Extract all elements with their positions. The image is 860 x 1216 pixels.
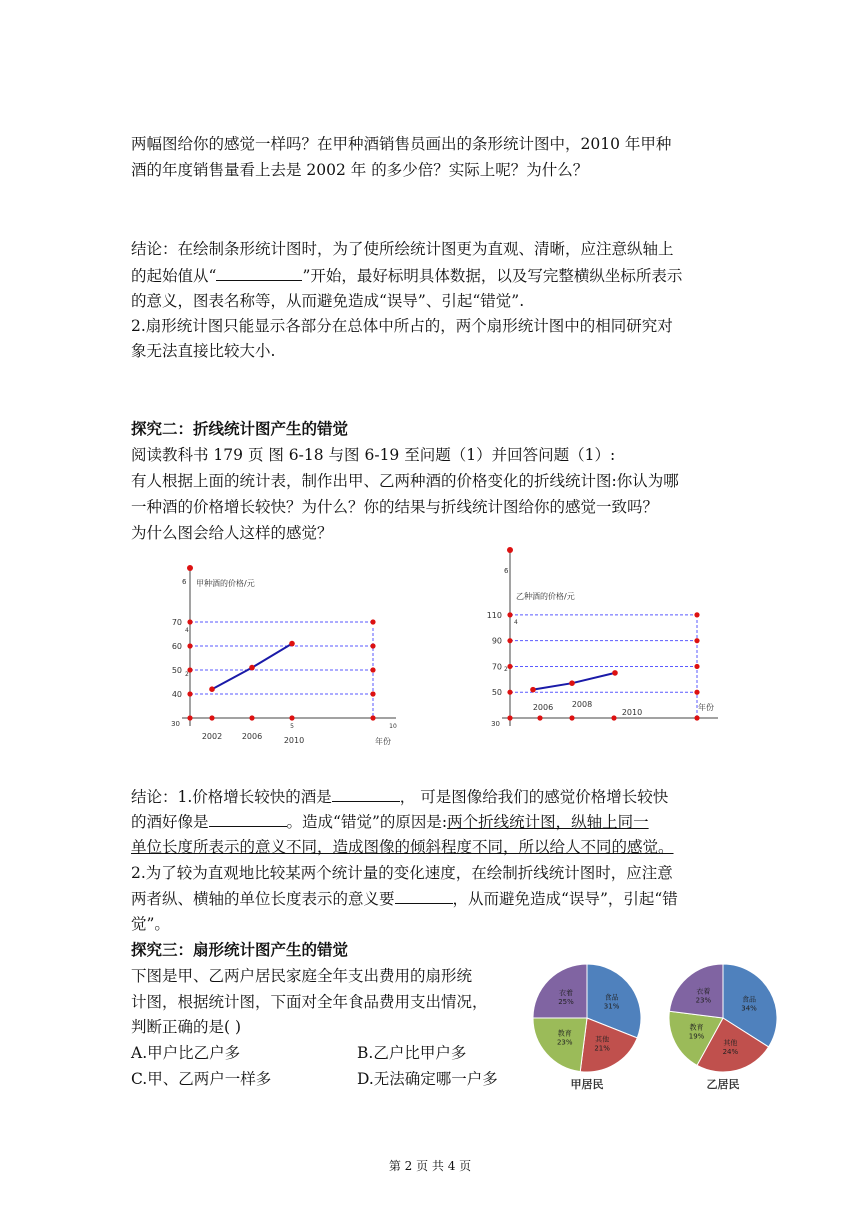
data-point (209, 686, 215, 692)
text-segment: 。造成“错觉”的原因是: (286, 813, 448, 831)
text-segment: 两者纵、横轴的单位长度表示的意义要 (131, 890, 395, 908)
right-tick-dot (694, 638, 699, 643)
x-axis-title: 年份 (698, 703, 714, 712)
data-point (612, 670, 618, 676)
right-tick-dot (694, 690, 699, 695)
y-tick-dot (187, 619, 192, 624)
slice-value: 31% (603, 1002, 620, 1011)
underlined-reason: 两个折线统计图，纵轴上同一 (447, 813, 649, 831)
option-b: B.乙户比甲户多 (357, 1044, 467, 1062)
data-point (249, 665, 255, 671)
x-end-dot (370, 715, 375, 720)
explore2-line-3: 一种酒的价格增长较快？为什么？你的结果与折线统计图给你的感觉一致吗？ (131, 498, 659, 516)
slice-label: 教育 (689, 1023, 704, 1032)
x-tick-label: 2002 (201, 732, 223, 741)
y-tick-label: 70 (491, 662, 502, 672)
explore3-line-2: 计图，根据统计图，下面对全年食品费用支出情况， (131, 993, 488, 1011)
axis-end-dot (507, 547, 513, 553)
pie-title: 乙居民 (706, 1078, 740, 1091)
y-tick-label: 110 (486, 610, 502, 620)
chart-title: 乙种酒的价格/元 (516, 592, 575, 601)
answer-blank (209, 811, 287, 827)
slice-label: 食品 (742, 995, 757, 1004)
slice-value: 34% (741, 1004, 757, 1013)
right-tick-dot (370, 643, 375, 648)
text-segment: ，从而避免造成“误导”，引起“错 (452, 890, 678, 908)
conclusion2-line-1 (131, 786, 731, 807)
y-tick-dot (507, 664, 512, 669)
section-title-explore3: 探究三：扇形统计图产生的错觉 (131, 941, 349, 959)
y-tick-dot (507, 690, 512, 695)
stray-label: 6 (182, 578, 187, 586)
origin-dot (187, 715, 192, 720)
stray-label: 4 (185, 627, 189, 634)
data-point (289, 641, 295, 647)
slice-label: 其他 (723, 1038, 738, 1047)
slice-label: 教育 (557, 1029, 572, 1038)
explore2-line-1: 阅读教科书 179 页 图 6-18 与图 6-19 至问题（1）并回答问题（1）: (131, 446, 616, 464)
slice-value: 24% (722, 1047, 739, 1056)
section-title-explore2: 探究二：折线统计图产生的错觉 (131, 420, 349, 438)
conclusion1-line-1: 结论：在绘制条形统计图时，为了使所绘统计图更为直观、清晰，应注意纵轴上 (131, 240, 674, 258)
slice-value: 23% (556, 1038, 573, 1047)
answer-blank (395, 888, 453, 904)
data-point (530, 687, 536, 693)
option-a: A.甲户比乙户多 (131, 1044, 241, 1062)
y-tick-label: 70 (171, 618, 182, 627)
data-point (569, 680, 575, 686)
stray-label: 10 (389, 723, 397, 730)
x-tick-dot (289, 715, 294, 720)
conclusion2-line-2 (131, 811, 731, 832)
text-segment: ， 可是图像给我们的感觉价格增长较快 (399, 788, 669, 806)
x-tick-label: 2006 (532, 703, 554, 712)
stray-label: 6 (504, 567, 509, 575)
stray-label: 2 (504, 666, 508, 673)
line-chart-yi (478, 540, 723, 740)
pie-chart-jia (530, 960, 650, 1100)
text-segment: 的起始值从“ (131, 267, 217, 285)
y-tick-label: 50 (171, 666, 182, 675)
y-tick-dot (187, 643, 192, 648)
slice-label: 食品 (604, 993, 619, 1002)
slice-value: 21% (594, 1044, 610, 1053)
conclusion1-line-5: 象无法直接比较大小. (131, 342, 276, 360)
x-tick-label: 2006 (241, 732, 263, 741)
conclusion2-line-4: 2.为了较为直观地比较某两个统计量的变化速度，在绘制折线统计图时，应注意 (131, 864, 673, 882)
y-tick-dot (507, 612, 512, 617)
origin-label: 30 (491, 720, 500, 728)
origin-label: 30 (171, 720, 180, 728)
conclusion1-line-4: 2.扇形统计图只能显示各部分在总体中所占的，两个扇形统计图中的相同研究对 (131, 317, 673, 335)
axis-end-dot (187, 565, 193, 571)
line-chart-jia (168, 558, 408, 750)
text-segment: 结论：1.价格增长较快的酒是 (131, 788, 332, 806)
right-tick-dot (370, 619, 375, 624)
slice-label: 其他 (595, 1035, 610, 1044)
y-tick-label: 90 (491, 636, 502, 646)
pie-chart-yi (660, 960, 786, 1100)
y-tick-dot (187, 691, 192, 696)
option-d: D.无法确定哪一户多 (357, 1070, 498, 1088)
right-tick-dot (694, 612, 699, 617)
answer-blank (332, 786, 400, 802)
x-tick-dot (537, 715, 542, 720)
question-line-1: 两幅图给你的感觉一样吗？在甲种酒销售员画出的条形统计图中，2010 年甲种 (131, 135, 672, 153)
x-tick-label: 2010 (621, 708, 643, 717)
origin-dot (507, 715, 512, 720)
conclusion1-line-2 (131, 265, 731, 286)
conclusion2-line-6: 觉”。 (131, 915, 170, 933)
y-tick-label: 60 (171, 642, 182, 651)
y-tick-dot (507, 638, 512, 643)
slice-value: 19% (688, 1032, 705, 1041)
pie-title: 甲居民 (570, 1078, 604, 1091)
x-tick-dot (611, 715, 616, 720)
explore2-line-2: 有人根据上面的统计表，制作出甲、乙两种酒的价格变化的折线统计图:你认为哪 (131, 472, 679, 490)
stray-label: 5 (290, 723, 294, 730)
conclusion1-line-3: 的意义，图表名称等，从而避免造成“误导”、引起“错觉”. (131, 292, 525, 310)
slice-value: 25% (558, 997, 574, 1006)
conclusion2-line-3: 单位长度所表示的意义不同，造成图像的倾斜程度不同，所以给人不同的感觉。 (131, 838, 674, 856)
stray-label: 2 (185, 671, 189, 678)
x-tick-dot (569, 715, 574, 720)
x-tick-dot (249, 715, 254, 720)
right-tick-dot (370, 667, 375, 672)
y-tick-label: 40 (171, 690, 182, 699)
answer-blank (216, 265, 302, 281)
text-segment: ”开始，最好标明具体数据，以及写完整横纵坐标所表示 (302, 267, 683, 285)
slice-label: 衣着 (696, 987, 711, 996)
text-segment: 的酒好像是 (131, 813, 209, 831)
x-end-dot (694, 715, 699, 720)
page-footer: 第 2 页 共 4 页 (388, 1159, 472, 1173)
explore2-line-4: 为什么图会给人这样的感觉？ (131, 524, 333, 542)
explore3-line-1: 下图是甲、乙两户居民家庭全年支出费用的扇形统 (131, 967, 473, 985)
explore3-line-3: 判断正确的是( ) (131, 1018, 242, 1036)
x-tick-dot (209, 715, 214, 720)
x-tick-label: 2010 (283, 736, 305, 745)
option-c: C.甲、乙两户一样多 (131, 1070, 272, 1088)
x-axis-title: 年份 (375, 737, 391, 746)
x-tick-label: 2008 (571, 700, 593, 709)
conclusion2-line-5 (131, 888, 731, 909)
slice-value: 23% (695, 996, 712, 1005)
right-tick-dot (370, 691, 375, 696)
stray-label: 4 (514, 619, 518, 626)
right-tick-dot (694, 664, 699, 669)
question-line-2: 酒的年度销售量看上去是 2002 年 的多少倍？实际上呢？为什么？ (131, 161, 589, 179)
y-tick-label: 50 (491, 688, 502, 698)
chart-title: 甲种酒的价格/元 (196, 579, 255, 588)
slice-label: 衣着 (558, 988, 573, 997)
